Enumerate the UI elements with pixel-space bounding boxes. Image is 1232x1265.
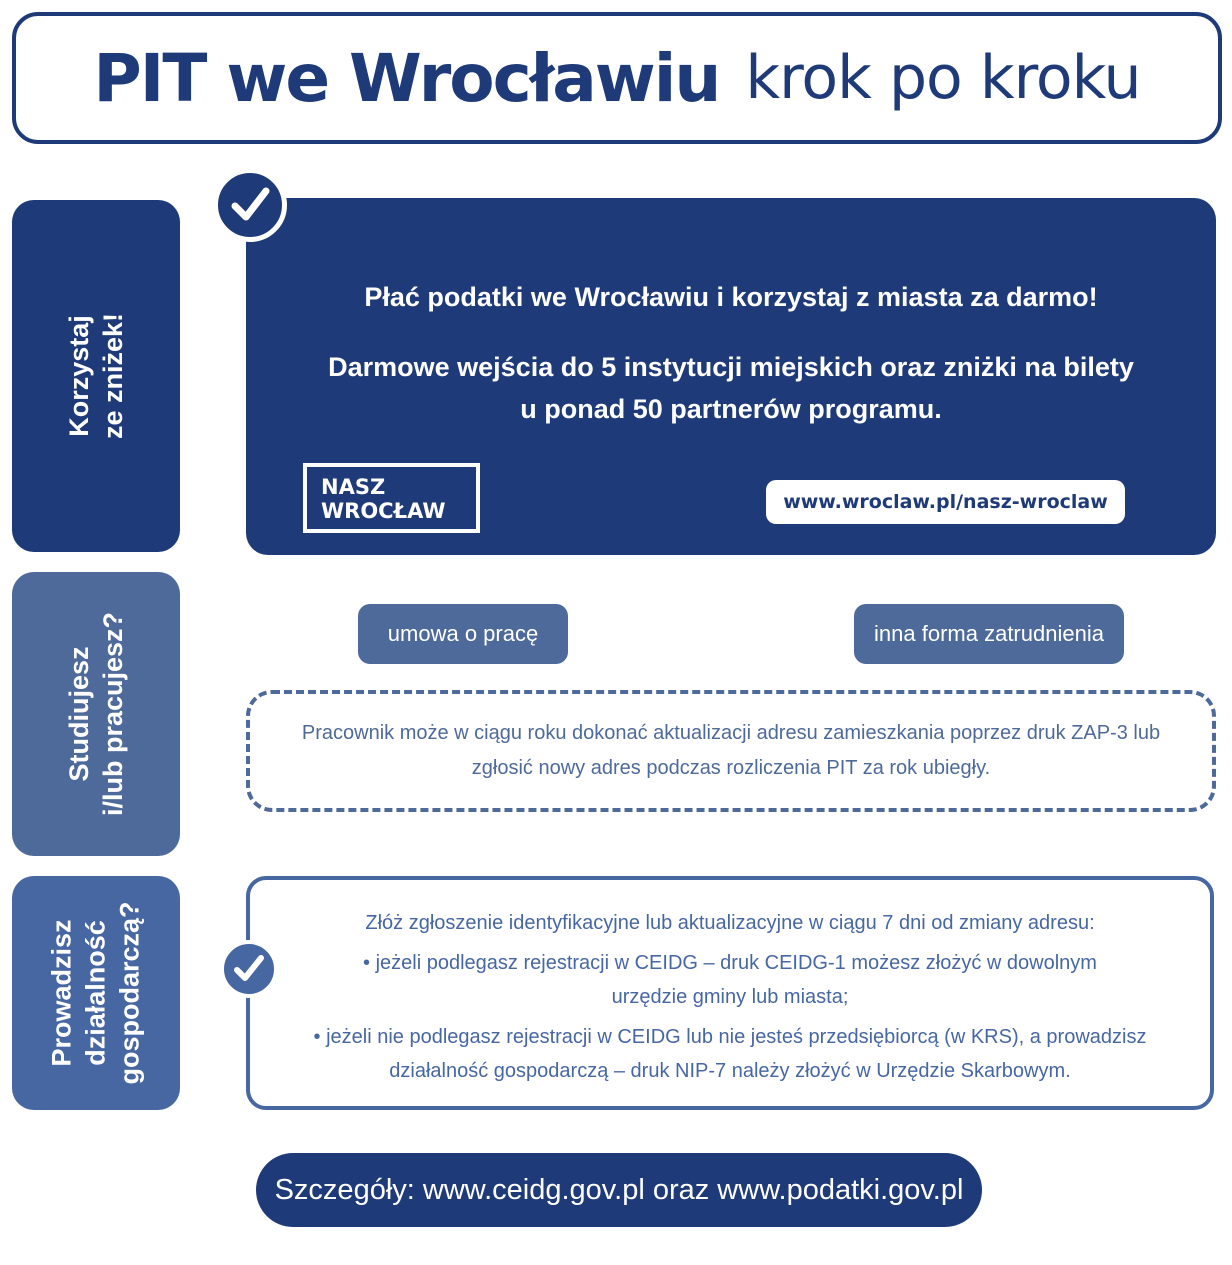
business-bullet-2-cont: działalność gospodarczą – druk NIP-7 należy złożyć w Urzędzie Skarbowym. bbox=[389, 1060, 1071, 1082]
business-info-box bbox=[246, 876, 1214, 1110]
page-title: PIT we Wrocławiu bbox=[93, 39, 720, 117]
business-bullet-1: • jeżeli podlegasz rejestracji w CEIDG – druk CEIDG-1 możesz złożyć w dowolnym bbox=[363, 952, 1097, 974]
option-employment-contract: umowa o pracę bbox=[358, 604, 568, 664]
side-tab-label: gospodarczą? bbox=[115, 901, 145, 1085]
employee-info-line: zgłosić nowy adres podczas rozliczenia PIT za rok ubiegły. bbox=[471, 757, 991, 779]
option-other-employment: inna forma zatrudnienia bbox=[854, 604, 1124, 664]
benefits-subtext-line: Darmowe wejścia do 5 instytucji miejskich oraz zniżki na bilety bbox=[328, 352, 1134, 382]
side-tab-label: i/lub pracujesz? bbox=[98, 611, 129, 817]
business-intro: Złóż zgłoszenie identyfikacyjne lub aktualizacyjne w ciągu 7 dni od zmiany adresu: bbox=[365, 912, 1095, 934]
checkmark-icon bbox=[220, 940, 278, 998]
side-tab-label: działalność bbox=[81, 920, 111, 1066]
benefits-subtext bbox=[246, 346, 1216, 430]
nasz-wroclaw-link[interactable]: www.wroclaw.pl/nasz-wroclaw bbox=[766, 480, 1125, 524]
page-subtitle: krok po kroku bbox=[745, 43, 1141, 113]
page-header bbox=[12, 12, 1222, 144]
logo-line: WROCŁAW bbox=[321, 499, 446, 523]
nasz-wroclaw-logo bbox=[303, 463, 480, 533]
side-tab-label: ze zniżek! bbox=[97, 312, 128, 440]
benefits-subtext-line: u ponad 50 partnerów programu. bbox=[520, 394, 942, 424]
benefits-headline: Płać podatki we Wrocławiu i korzystaj z miasta za darmo! bbox=[364, 282, 1098, 312]
employee-info-line: Pracownik może w ciągu roku dokonać aktualizacji adresu zamieszkania poprzez druk ZAP-3 lub bbox=[301, 722, 1161, 744]
side-tab-discounts bbox=[12, 200, 180, 552]
side-tab-label: Studiujesz bbox=[64, 646, 95, 782]
business-bullet-1-cont: urzędzie gminy lub miasta; bbox=[611, 986, 849, 1008]
side-tab-label: Korzystaj bbox=[63, 315, 94, 437]
checkmark-icon bbox=[213, 168, 287, 242]
employee-info-box bbox=[246, 690, 1216, 812]
side-tab-label: Prowadzisz bbox=[47, 919, 77, 1067]
business-bullet-2: • jeżeli nie podlegasz rejestracji w CEIDG lub nie jesteś przedsiębiorcą (w KRS), a prowadzisz bbox=[313, 1026, 1147, 1048]
details-footer: Szczegóły: www.ceidg.gov.pl oraz www.podatki.gov.pl bbox=[256, 1153, 982, 1227]
side-tab-study-work bbox=[12, 572, 180, 856]
benefits-panel bbox=[246, 198, 1216, 555]
logo-line: NASZ bbox=[321, 475, 386, 499]
side-tab-business bbox=[12, 876, 180, 1110]
